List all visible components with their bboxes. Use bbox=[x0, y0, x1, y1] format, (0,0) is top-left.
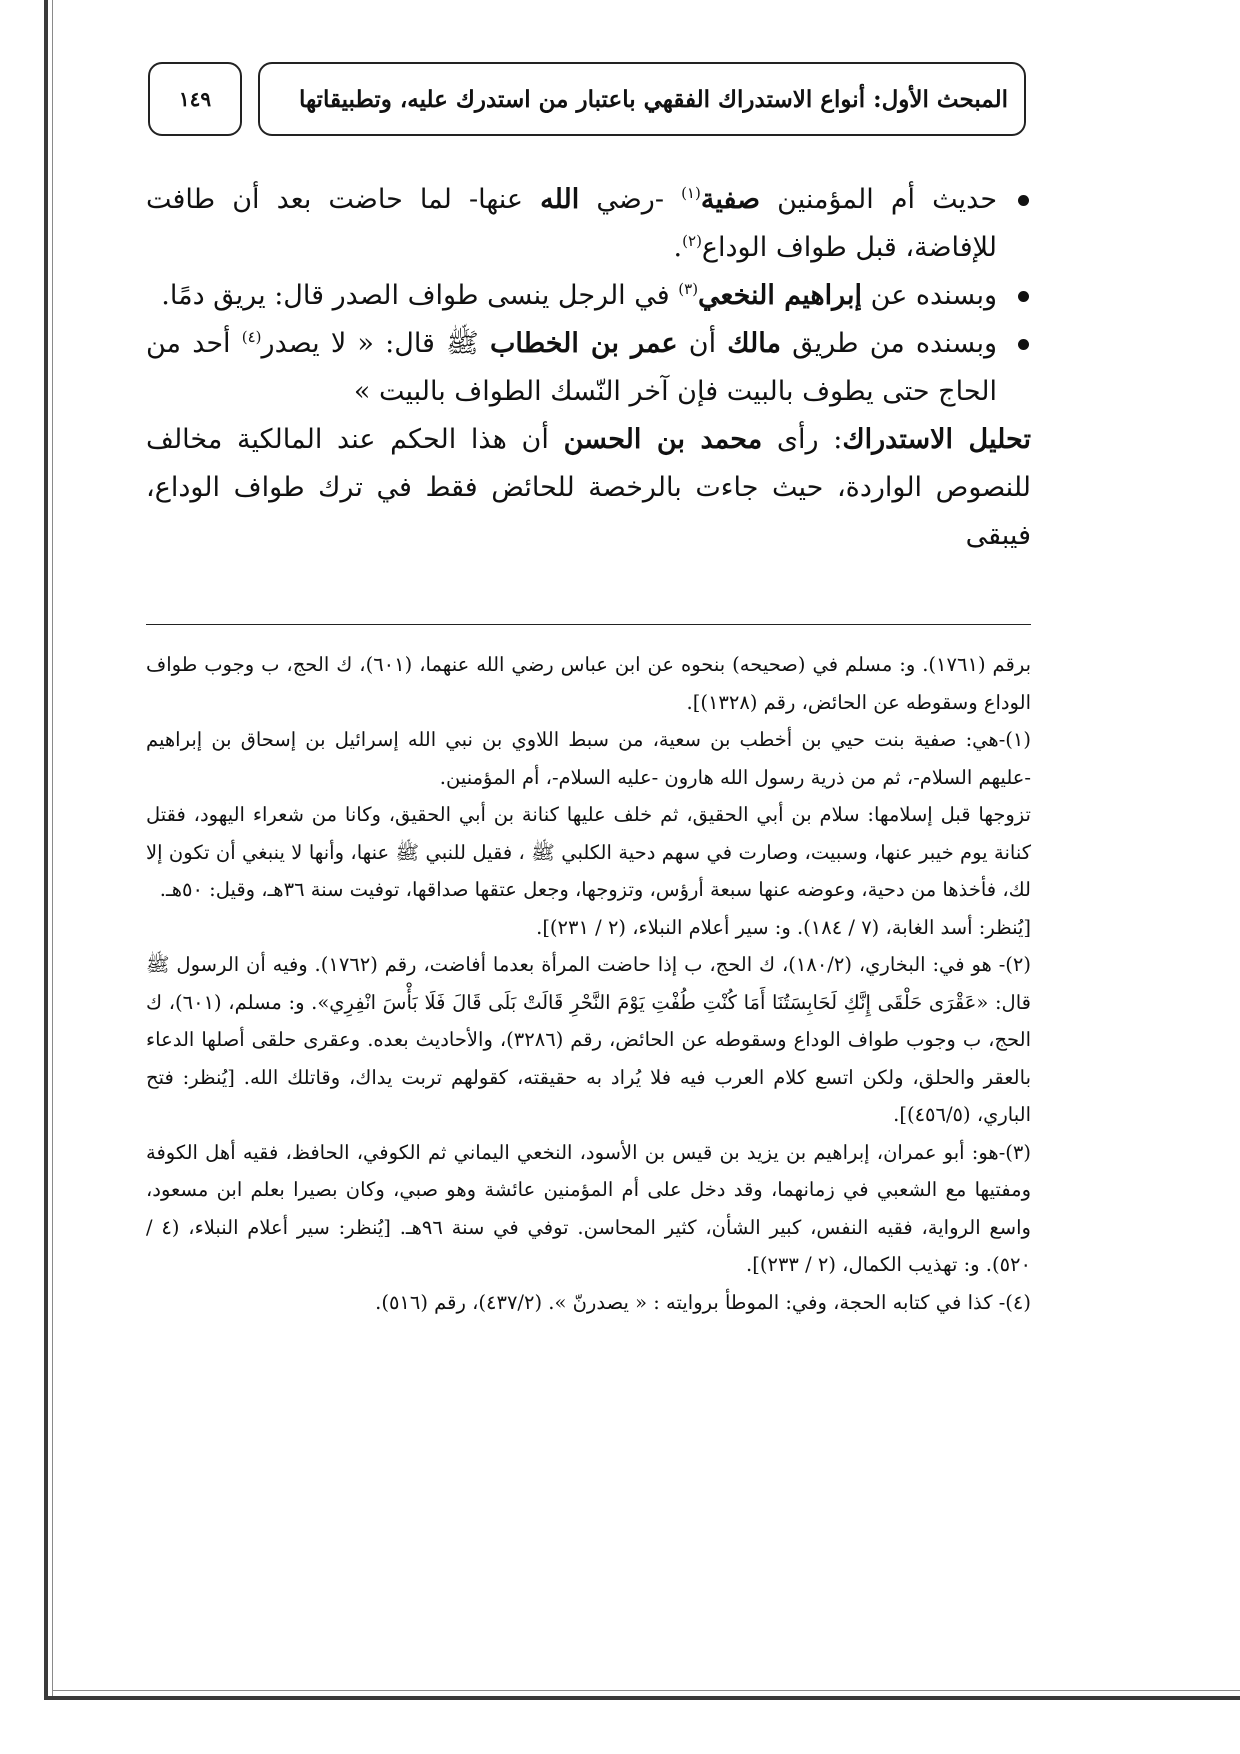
footnote: [يُنظر: أسد الغابة، (٧ / ١٨٤). و: سير أعلام النبلاء، (٢ / ٢٣١)]. bbox=[536, 915, 1031, 939]
bullet-dot-icon bbox=[1018, 339, 1029, 350]
analysis-label: تحليل الاستدراك bbox=[842, 424, 1031, 455]
bullet-item: وبسنده عن إبراهيم النخعي$^{(٣)}$ في الرجل ينسى طواف الصدر قال: يريق دمًا. bbox=[146, 272, 1031, 320]
page-frame-left bbox=[44, 0, 48, 1700]
bullet-list bbox=[146, 176, 1031, 416]
page-frame-bottom bbox=[44, 1696, 1240, 1700]
footnote-ref: (١) bbox=[681, 184, 701, 202]
footnote: (٤)- كذا في كتابه الحجة، وفي: الموطأ بروايته : « يصدرنّ ». (٤٣٧/٢)، رقم (٥١٦). bbox=[375, 1290, 1031, 1314]
footnotes bbox=[146, 646, 1031, 1321]
footnote-ref: (٤) bbox=[241, 328, 262, 346]
footnote: (٣)-هو: أبو عمران، إبراهيم بن يزيد بن قيس بن الأسود، النخعي اليماني ثم الكوفي، الحافظ، فقيه أهل الكوفة ومفتيها مع الشعبي في زمانهما، وقد دخل على أم المؤمنين عائشة وهو صبي، وكان بصيرا بعلم ابن مسعود، واسع الرواية، فقيه النفس، كبير الشأن، كثير المحاسن. توفي في سنة ٩٦هـ. [يُنظر: سير أعلام النبلاء، (٤ / ٥٢٠). و: تهذيب الكمال، (٢ / ٢٣٣)]. bbox=[146, 1140, 1031, 1276]
page-number-box bbox=[148, 62, 242, 136]
footnote-separator bbox=[146, 624, 1031, 625]
running-header-title bbox=[258, 62, 1026, 136]
analysis-paragraph: تحليل الاستدراك: رأى محمد بن الحسن أن هذا الحكم عند المالكية مخالف للنصوص الواردة، حيث جاءت بالرخصة للحائض فقط في ترك طواف الوداع، فيبقى bbox=[146, 424, 1031, 551]
footnote: برقم (١٧٦١). و: مسلم في (صحيحه) بنحوه عن ابن عباس رضي الله عنهما، (٦٠١)، ك الحج، ب وجوب طواف الوداع وسقوطه عن الحائض، رقم (١٣٢٨)]. bbox=[146, 653, 1032, 714]
bullet-dot-icon bbox=[1018, 291, 1029, 302]
header-title-text: المبحث الأول: أنواع الاستدراك الفقهي باعتبار من استدرك عليه، وتطبيقاتها bbox=[298, 85, 1008, 113]
footnote-ref: (٢) bbox=[682, 232, 702, 250]
footnote: (١)-هي: صفية بنت حيي بن أخطب بن سعية، من سبط اللاوي بن نبي الله إسرائيل بن إسحاق بن إبراهيم -عليهم السلام-، ثم من ذرية رسول الله هارون -عليه السلام-، أم المؤمنين. bbox=[146, 728, 1031, 789]
main-text bbox=[146, 176, 1031, 560]
bullet-item: وبسنده من طريق مالك أن عمر بن الخطاب ﷺ قال: « لا يصدر$^{(٤)}$ أحد من الحاج حتى يطوف بالبيت فإن آخر النّسك الطواف بالبيت » bbox=[146, 320, 1031, 416]
footnote: (٢)- هو في: البخاري، (١٨٠/٢)، ك الحج، ب إذا حاضت المرأة بعدما أفاضت، رقم (١٧٦٢). وفيه أن الرسول ﷺ قال: «عَقْرَى حَلْقَى إِنَّكِ لَحَابِسَتُنَا أَمَا كُنْتِ طُفْتِ يَوْمَ النَّحْرِ قَالَتْ بَلَى قَالَ فَلَا بَأْسَ انْفِرِي». و: مسلم، (٦٠١)، ك الحج، ب وجوب طواف الوداع وسقوطه عن الحائض، رقم (٣٢٨٦)، والأحاديث بعده. وعقرى حلقى أصلها الدعاء بالعقر والحلق، ولكن اتسع كلام العرب فيه فلا يُراد به حقيقته، كقولهم تربت يداك، وقاتلك الله. [يُنظر: فتح الباري، (٤٥٦/٥)]. bbox=[146, 953, 1031, 1126]
footnote-ref: (٣) bbox=[678, 280, 699, 298]
page-frame-left-inner bbox=[52, 0, 53, 1700]
footnote: تزوجها قبل إسلامها: سلام بن أبي الحقيق، ثم خلف عليها كنانة بن أبي الحقيق، وكانا من شعراء اليهود، فقتل كنانة يوم خيبر عنها، وسبيت، وصارت في سهم دحية الكلبي ﷺ ، فقيل للنبي ﷺ عنها، وأنها لا ينبغي أن تكون إلا لك، فأخذها من دحية، وعوضه عنها سبعة أرؤس، وتزوجها، وجعل عتقها صداقها، توفيت سنة ٣٦هـ، وقيل: ٥٠هـ. bbox=[146, 803, 1031, 901]
page-number: ١٤٩ bbox=[178, 87, 212, 111]
bullet-dot-icon bbox=[1018, 195, 1029, 206]
bullet-item: حديث أم المؤمنين صفية$^{(١)}$ -رضي الله عنها- لما حاضت بعد أن طافت للإفاضة، قبل طواف الوداع$^{(٢)}$. bbox=[146, 176, 1031, 272]
page-frame-bottom-inner bbox=[52, 1690, 1240, 1691]
